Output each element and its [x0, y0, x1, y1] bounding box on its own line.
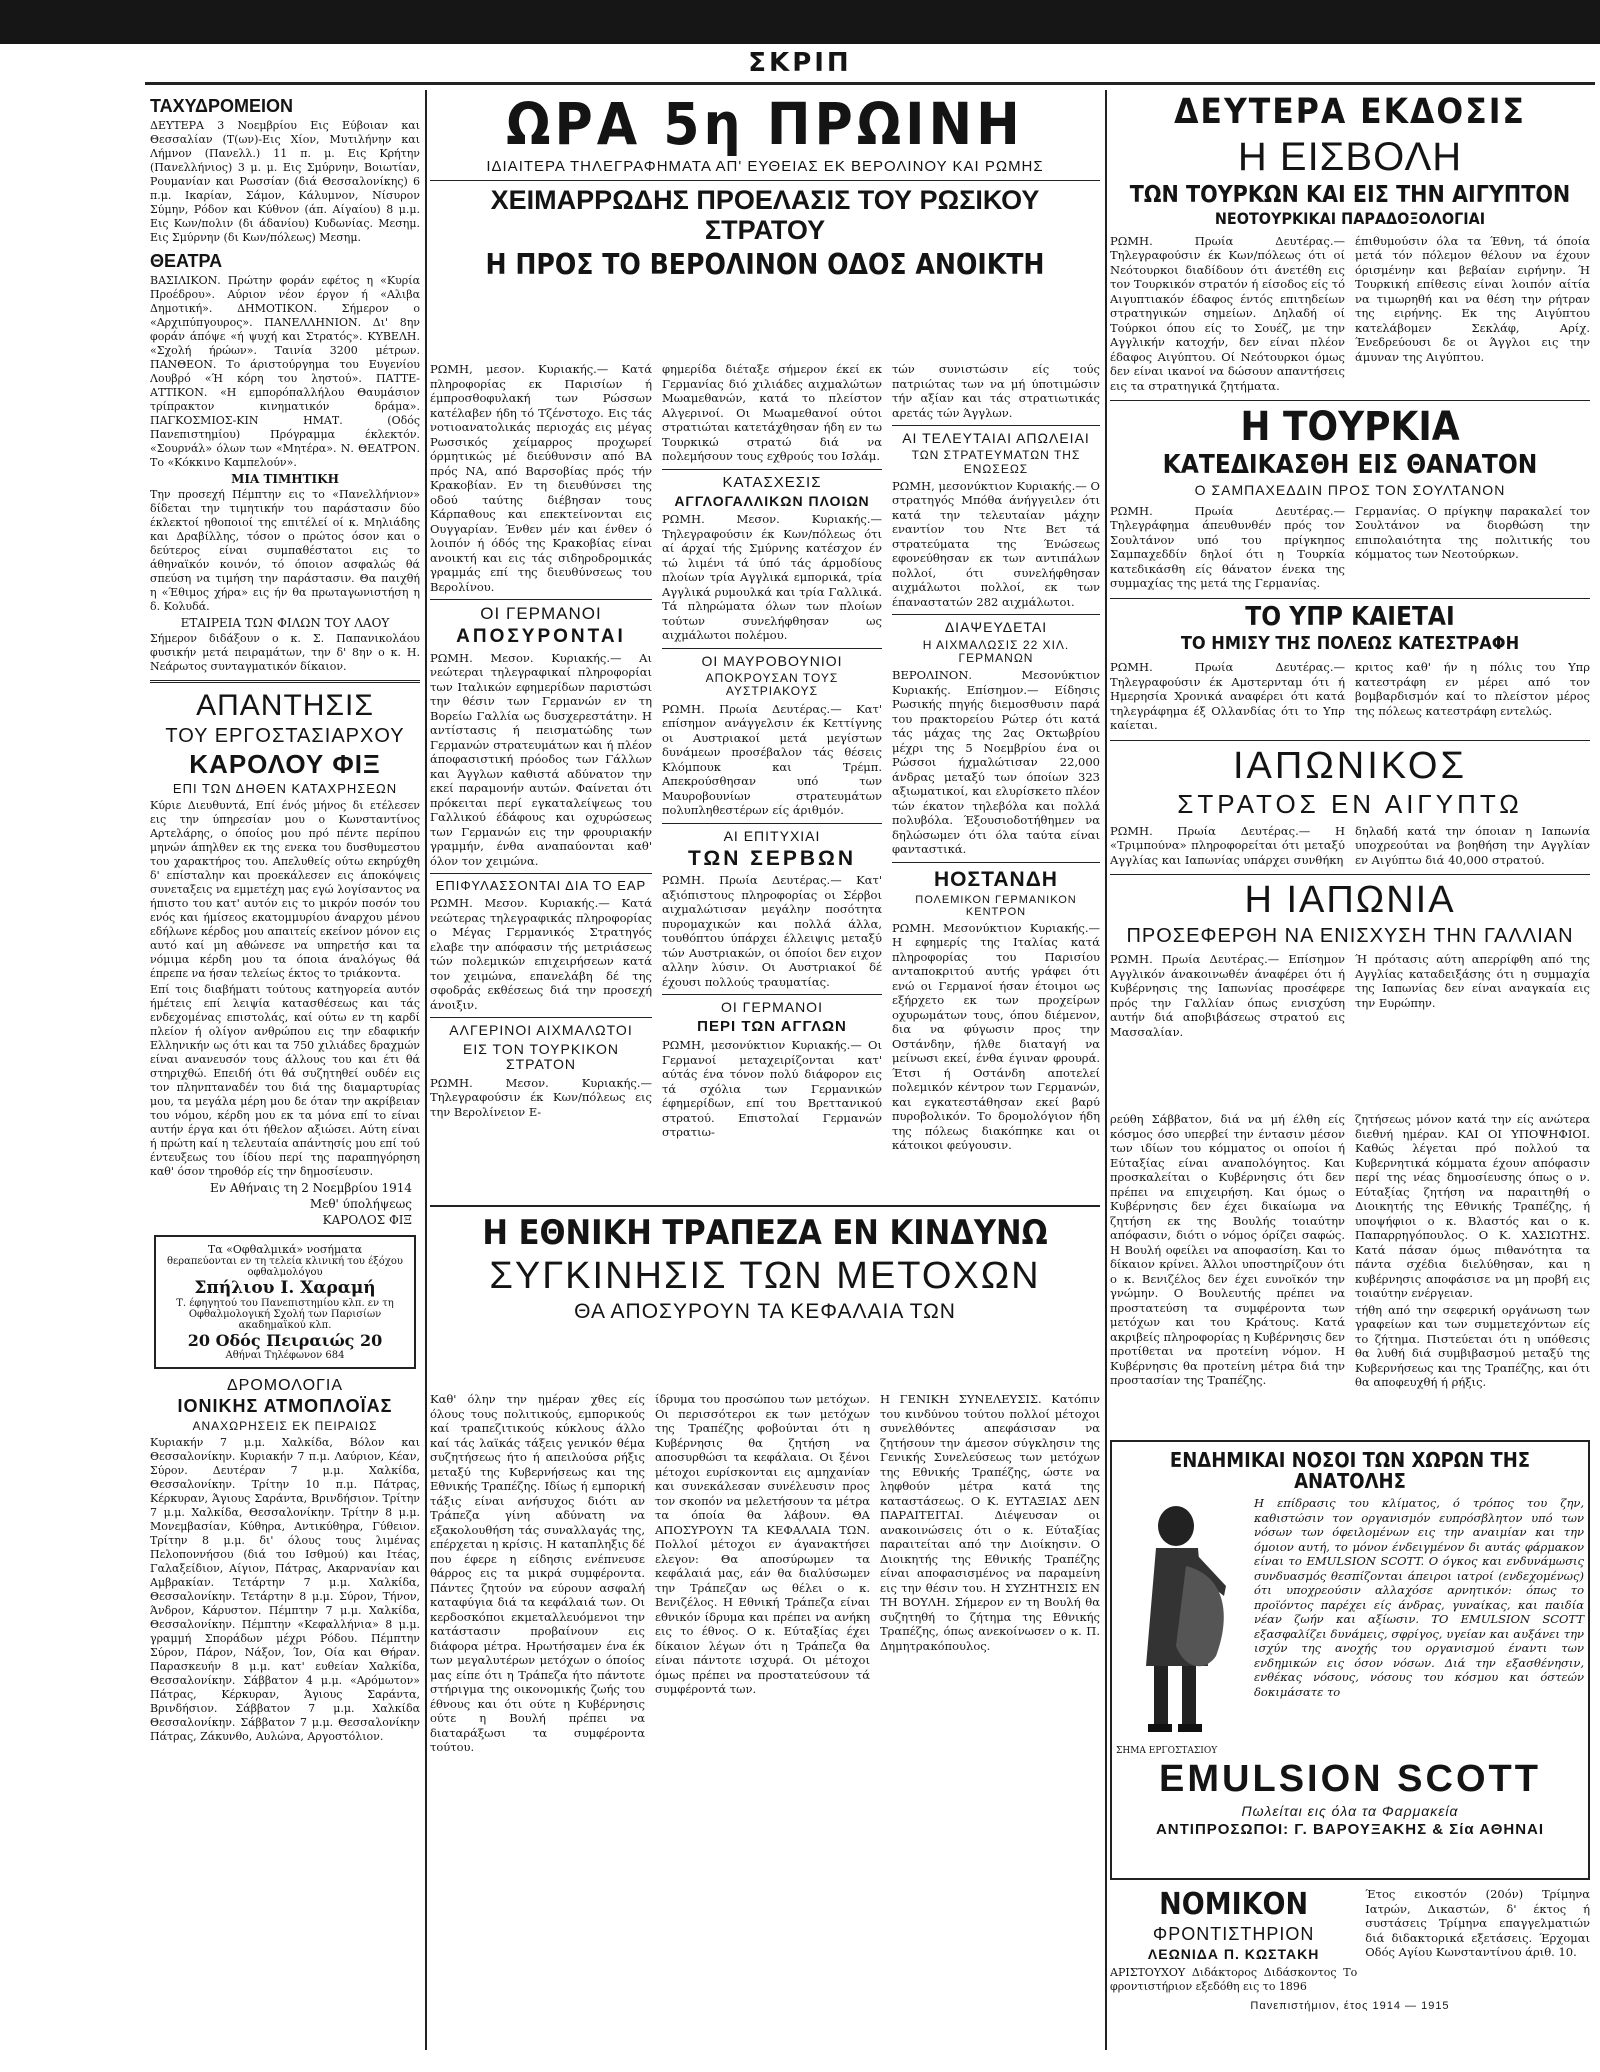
divider: [662, 469, 882, 470]
divider: [662, 823, 882, 824]
masthead: ΣΚΡΙΠ: [748, 48, 852, 78]
law-subtitle: ΦΡΟΝΤΙΣΤΗΡΙΟΝ: [1152, 1923, 1315, 1944]
ad-agents: ΑΝΤΙΠΡΟΣΩΠΟΙ: Γ. ΒΑΡΟΥΞΑΚΗΣ & Σία ΑΘΗΝΑΙ: [1155, 1821, 1545, 1839]
article-title: ΟΙ ΜΑΥΡΟΒΟΥΝΙΟΙ: [701, 652, 843, 669]
article-text: ΡΩΜΗ, μεσονύκτιον Κυριακής.— Ο στρατηγός Μπόθα άνήγγειλεν ότι κατά την τελευταίαν μάχην εναντίον του Ντε Βετ τά στρατεύματα της Ένώσεως εφονεύθησαν εκ των αντιπάλων πολλοί, ότι συνελήφθησαν αιχμάλωτοι πολλοί, εκ των έπαναστατών 282 αιχμάλωτοι.: [892, 478, 1100, 609]
bank-subhead: ΣΥΓΚΙΝΗΣΙΣ ΤΩΝ ΜΕΤΟΧΩΝ: [489, 1254, 1041, 1297]
article-title: ΑΙ ΤΕΛΕΥΤΑΙΑΙ ΑΠΩΛΕΙΑΙ: [902, 430, 1090, 446]
article-text: Καθ' όλην την ημέραν χθες είς όλους τους πολιτικούς, εμπορικούς καί τραπεζιτικούς κύκλους άλλο καί τάς λαϊκάς τάξεις γενικόν θέμα συζητήσεως ήτο ή απειλούσα ρήξις μεταξύ της Κυβερνήσεως και της Εθνικής Τραπέζης. Ιδίως ή εμπορική τάξις είναι ανήσυχος διότι αν Τράπεζα γίνη αδύνατη να εξακολουθήση τάς συναλλαγάς της, επέρχεται η κρίσις. Η καταπληξις δέ που έφερε η είδησις ενέπνευσε θάρρος εις τα μικρά συμφέροντα. Πάντες ζητούν να εύρουν ασφαλή καταφύγια διά τα κεφάλαιά των. Οι κερδοσκόποι εκμεταλλευόμενοι την κατάστασιν προβαίνουν εις διάφορα μέτρα. Ηρωτήσαμεν ένα έκ των μεγαλυτέρων μετόχων ο όποίος μας είπε ότι η Τράπεζα ήτο πάντοτε στήριγμα της οικονομικής ζωής του έθνους και ότι ούτε η Κυβέρνησις ούτε η Βουλή πρέπει να διαταράξωσι τα συμφέροντα τούτου.: [430, 1392, 645, 1754]
routes-company: ΙΟΝΙΚΗΣ ΑΤΜΟΠΛΟΪΑΣ: [177, 1396, 393, 1417]
article-subtitle: ΠΟΛΕΜΙΚΟΝ ΓΕΡΜΑΝΙΚΟΝ ΚΕΝΤΡΟΝ: [915, 893, 1077, 918]
berlin-road-headline: Η ΠΡΟΣ ΤΟ ΒΕΡΟΛΙΝΟΝ ΟΔΟΣ ΑΝΟΙΚΤΗ: [485, 247, 1045, 281]
bank-headline-block: [430, 1212, 1100, 1327]
column-divider: [1105, 90, 1107, 2050]
article-columns: [1110, 950, 1590, 1041]
article-text: ΡΩΜΗ. Μεσον. Κυριακής.— Κατά νεώτερας τηλεγραφικάς πληροφορίας ο Μέγας Γερμανικός Στρατηγός ελαβε την απόφασιν τής μετριάσεως τών πολεμικών επιχειρήσεων κατά τον χειμώνα, επανελάβη δέ της σφοδράς εκθέσεως διά την προσεχή άνοιξιν.: [430, 896, 652, 1012]
article-text: τήθη από την σεφερική οργάνωση των γραφείων και των συμμετεχόντων είς το ζήτημα. Πιστεύεται ότι η υπόθεσις θα λυθή διά συμβιβασμού μεταξύ της Κυβερνήσεως και της Τραπέζης, και ότι θα αποφευχθή ή ρήξις.: [1355, 1302, 1590, 1389]
divider: [1110, 400, 1590, 401]
optic-line-3: Τ. έφηγητού του Πανεπιστημίου κλπ. εν τη Οφθαλμολογική Σχολή των Παρισίων ακαδημαϊκού κλπ.: [176, 1297, 394, 1331]
top-rule: [145, 82, 1595, 85]
reply-closing: Μεθ' ύπολήψεως: [309, 1196, 412, 1211]
optic-doctor-name: Σπήλιου Ι. Χαραμή: [194, 1277, 376, 1298]
top-black-band: [0, 0, 1600, 44]
reply-topic: ΕΠΙ ΤΩΝ ΔΗΘΕΝ ΚΑΤΑΧΡΗΣΕΩΝ: [172, 780, 398, 796]
article-text: ΡΩΜΗ. Πρωία Δευτέρας.— Τηλεγράφημα άπευθυνθέν πρός τον Σουλτάνον υπό του πρίγκηπος Σαμπαχεδδίν δηλοί ότι η Τουρκία κατεδικάσθη είς θάνατον ένεκα της συμμαχίας της μετά της Γερμανίας.: [1110, 503, 1345, 591]
japan-subhead: ΠΡΟΣΕΦΕΡΘΗ ΝΑ ΕΝΙΣΧΥΣΗ ΤΗΝ ΓΑΛΛΙΑΝ: [1126, 925, 1574, 948]
second-edition-headline: ΔΕΥΤΕΡΑ ΕΚΔΟΣΙΣ: [1110, 94, 1590, 131]
post-office-text: ΔΕΥΤΕΡΑ 3 Νοεμβρίου Εις Εύβοιαν και Θεσσαλίαν (Τ(ων)-Εις Χίον, Μυτιλήνην και Λήμνον (Πανελλ.) 11 π. μ. Εις Κρήτην (Πανελλήνιος) 3 μ. μ. Εις Σμύρνην, Βοιωτίαν, Ρουμανίαν και Ρωσσίαν (διά Θεσσαλονίκης) 6 π.μ. Ικαρίαν, Σάμον, Κάλυμνον, Νίσυρον Σύμην, Ρόδον και Κύθνον (άπ. Αίγαίου) 8 μ.μ. Εις Κων/πολιν (δι άδανίου) Κυδωνίας. Μεσημ. Εις Σμύρνην (δι Κων/πόλεως) Μεσημ.: [150, 119, 420, 244]
article-text: έπιθυμούσιν όλα τα Έθνη, τά όποία μετά τόν πόλεμον θέλουν να έχουν όρισμένην και βεβαίαν ειρήνην. Ή Τουρκική επίθεσις είναι λοιπόν αίτία να τιμωρηθή και να θέση την ρήτραν της ειρήνης. Εκ της Αιγύπτου κατελάβομεν Σεκλάφ, Αρίχ. Ένεδρεύουσι δε οι Άγγλοι εις την άμυναν της Αιγύπτου.: [1355, 233, 1590, 364]
routes-subtitle: ΑΝΑΧΩΡΗΣΕΙΣ ΕΚ ΠΕΙΡΑΙΩΣ: [192, 1419, 378, 1434]
ophthalmology-ad: [154, 1235, 416, 1369]
divider: [1110, 598, 1590, 599]
article-text: ΡΩΜΗ. Πρωία Δευτέρας.— Η «Τριμπούνα» πληροφορείται ότι μεταξύ Αγγλίας και Ιαπωνίας υπάρχει συνθήκη: [1110, 823, 1345, 867]
article-title: ΗΟΣΤΑΝΔΗ: [934, 867, 1058, 891]
article-text: ζητήσεως μόνον κατά την είς ανώτερα διεθνή ημέραν. ΚΑΙ ΟΙ ΥΠΟΨΗΦΙΟΙ. Καθώς λέγεται πρό πολλού τα Κυβερνητικά κόμματα έχουν απόφασιν περί της νέας δημοσίευσης όπως ο ν. Εύταξίας ζητήση να παραιτηθή ο Διοικητής της Εθνικής Τραπέζης, ή υποψήφιοι ο κ. Βλαστός και ο κ. Παπαρρηγόπουλος. Ο Κ. ΧΑΣΙΩΤΗΣ. Κατά πάσαν όμως πιθανότητα τα πάντα σχέδια διελύθησαν, και η κυβέρνησις αποφάσισε να μη προβή εις τοιαύτην ενέργειαν.: [1355, 1112, 1590, 1300]
article-subtitle: ΤΩΝ ΣΤΡΑΤΕΥΜΑΤΩΝ ΤΗΣ ΕΝΩΣΕΩΣ: [911, 448, 1081, 476]
law-ad-right: [1365, 1885, 1590, 1997]
society-text: Σήμερον διδάξουν ο κ. Σ. Παπανικολάου φυσικήν μετά πειραμάτων, την δ' 8ην ο κ. Η. Νεάρωτος συνταγματικόν δίκαιον.: [150, 632, 420, 673]
ad-availability: Πωλείται εις όλα τα Φαρμακεία: [1241, 1802, 1459, 1819]
article-title: ΟΙ ΓΕΡΜΑΝΟΙ: [721, 999, 823, 1016]
article-text: ΡΩΜΗ. Μεσον. Κυριακής.— Αι νεώτεραι τηλεγραφικαί πληροφορίαι των Ιταλικών εφημερίδων παριστώσι την θέσιν των Γερμανών εν τη Βορείω Γαλλία ως δυσχερεστάτην. Η αντίστασις ή πεισματώδης των Γερμανών στρατευμάτων και ή πλέον άποφασιστική πρόοδος των Γάλλων και Άγγλων καθιστά αδύνατον την εκεί παραμονήν αυτών. Φαίνεται ότι πρόκειται περί εγκαταλείψεως του Γαλλικού έδάφους και οχυρώσεως των Γερμανών εις την φρουριακήν γραμμήν, ένθα αναπαύονται καθ' όλον τον χειμώνα.: [430, 650, 652, 868]
reply-text-2: Επί τοις διαβήματι τούτους κατηγορεία αυτόν ήμέτεις επί λειψία κατασθέσεως και τάς ενδεχομένας επιστολάς, καί ούτω εν τη καρδί πλείον ή ολίγον ανθρώπου εις την εδαφικήν Ελληνικήν ως ότι και τα 750 χιλιάδες δραχμών είναι ανανευσόν τους άλλους του και έτι θά στηριχθώ. Επειδή ότι θά συζητηθεί ουδέν εις τον πληνπταναδέν του διά της διαμαρτυρίας μου, τα μεγάλα μέρη μου δε όταν την ακρίβειαν του νόμου, κέρδη μου εκ τα μόνα επί το είναι αυτήν έργα και ότι ήθελον αξιώσει. Αύτη είναι ή πρώτη καί η τελευταία απάντησίς μου επί τού έντευξεως του ίδίου περί της παραπηγόρηση καθ' όσον τηροθόρ είς την δημοσίευσιν.: [150, 982, 420, 1178]
reply-subhead: ΤΟΥ ΕΡΓΟΣΤΑΣΙΑΡΧΟΥ: [165, 725, 405, 747]
article-subtitle: ΑΓΓΛΟΓΑΛΛΙΚΩΝ ΠΛΟΙΩΝ: [674, 493, 870, 509]
article-text: Γερμανίας. Ο πρίγκηψ παρακαλεί τον Σουλτάνον να διορθώση την επιπολαιότητα της πολιτικής του κόμματος των Νεοτούρκων.: [1355, 503, 1590, 562]
routes-title: ΔΡΟΜΟΛΟΓΙΑ: [226, 1376, 343, 1394]
divider: [430, 1017, 652, 1018]
telegrams-subhead: ΙΔΙΑΙΤΕΡΑ ΤΗΛΕΓΡΑΦΗΜΑΤΑ ΑΠ' ΕΥΘΕΙΑΣ ΕΚ ΒΕΡΟΛΙΝΟΥ ΚΑΙ ΡΩΜΗΣ: [486, 157, 1044, 175]
law-tutoring-ad: [1110, 1885, 1590, 2050]
reply-text: Κύριε Διευθυντά, Επί ένός μήνος δι ετέλεσεν εις την ύπηρεσίαν μου ο Κωνσταντίνος Αρτελάρης, ο όποίος μου πρό πέντε περίπου μηνών άπηλθεν εκ της ενεκα του δυσθυμεστου του χαρακτήρος του. Απελυθείς ούτω εκηρύχθη δ' επίσταλην και προεκάλεσεν εις άποκόψεις συνεταξεις να εμμετέχη μας εγώ λογίσαντος να ήπιστο του κατ' αυτόν εις το μικρόν ποσόν του ενός και ήμίσεος εκατομμυρίου άναρχου μένου εδήλωνε κέρδος μου απαιτείς εκείνον μόνον εις αυτό καί μη αθώνεσε να υπηρετήσ και τα νόμιμα κέρδη μου τα όποια άναλόγως θά έπρεπε να ήσαν τελείως έκτος το τριάκοντα.: [150, 798, 420, 980]
ypres-subhead: ΤΟ ΗΜΙΣΥ ΤΗΣ ΠΟΛΕΩΣ ΚΑΤΕΣΤΡΑΦΗ: [1180, 633, 1520, 655]
bank-column-3: [880, 1390, 1100, 2050]
japan-headline: Η ΙΑΠΩΝΙΑ: [1244, 879, 1456, 922]
article-text: τών συνιστώσιν είς τούς πατριώτας των να μή ύποτιμώσιν τήν αξίαν και τάς στρατιωτικάς αρετάς τών Άγγλων.: [892, 362, 1100, 420]
law-ad-columns: [1110, 1885, 1590, 1997]
divider: [1110, 740, 1590, 741]
law-footer: Πανεπιστήμιον, έτος 1914 — 1915: [1250, 1999, 1450, 2012]
article-columns: [1110, 658, 1590, 735]
divider: [662, 648, 882, 649]
honor-text: Την προσεχή Πέμπτην εις το «Πανελλήνιον» δίδεται την τιμητικήν του παράστασιν δύο έκλεκτοί ηθοποιοί της επιτέλεί οί κ. Μηλιάδης και Δραβίλλης, τόσον ο πρώτος όσον και ο δεύτερος είναι συμπαθέστατοι εις το άθηναϊκόν κοινόν, τό όποιον ασφαλώς θά σπεύση να τιμήση την παράστασιν. Θα παιχθή η «Έθιμος χήρα» εις ήν θα πρωταγωνιστήση η δ. Κολυδά.: [150, 488, 420, 613]
reply-date: Εν Αθήναις τη 2 Νοεμβρίου 1914: [210, 1180, 412, 1195]
article-text: ΡΩΜΗ. Μεσονύκτιον Κυριακής.— Η εφημερίς της Ιταλίας κατά πληροφορίας του Παρισίου ανταποκριτού αυτής γράφει ότι ενώ οι Γερμανοί ήσαν έτοιμοι ως εξήρχετο εκ των προχείρων οχυρωμάτων τους, όπου διέμενον, δια να φύγωσιν προς την Οστάνδην, ήλθε διαταγή να μείνωσι εκεί, ένθα έγιναν φρουρά. Έτσι ή Οστάνδη αποτελεί πολεμικόν κέντρον των Γερμανών, και εγκατεστάθησαν εκεί βαρύ πυροβολικόν. Το δρομολόγιον ήδη της πόλεως διακόπηκε και οι κάτοικοι φεύγουσιν.: [892, 920, 1100, 1153]
center-subcolumn-3: [892, 360, 1100, 1200]
turkey-headline: Η ΤΟΥΡΚΙΑ: [1240, 404, 1460, 451]
ad-headline: ΕΝΔΗΜΙΚΑΙ ΝΟΣΟΙ ΤΩΝ ΧΩΡΩΝ ΤΗΣ ΑΝΑΤΟΛΗΣ: [1169, 1448, 1531, 1493]
article-text: ΒΕΡΟΛΙΝΟΝ. Μεσονύκτιον Κυριακής. Επίσημον.— Είδησις Ρωσικής πηγής διεμοσθυσιν παρά του πρακτορείου Ρώτερ ότι κατά τάς μάχας της 2ας Οκτωβρίου μέχρι της 5 Νοεμβρίου ένα οι Ρώσσοι ήχμαλώτισαν 22,000 άνδρας μεταξύ των όποίων 323 αξιωματικοί, και ελυρίσκετο πλέον τών έκατον τηλεβόλα και πολλά πολυβόλα. Έξουσιοδοτήθημεν να δηλώσωμεν ότι όλα ταύτα είναι φανταστικά.: [892, 668, 1100, 857]
main-headline: ΩΡΑ 5η ΠΡΩΙΝΗ: [506, 90, 1024, 158]
column-divider: [425, 90, 427, 2050]
article-text: ίδρυμα του προσώπου των μετόχων. Οι περισσότεροι εκ των μετόχων της Τραπέζης φοβούνται ότι η Κυβέρνησις θα ζητήση να αποσυρθώσι τα κεφάλαια. Οι ξένοι μέτοχοι ευρίσκονται εις αμηχανίαν και συνεκάλεσαν συνέλευσιν προς τον σκοπόν να μελετήσουν τα μέτρα τα όποία θα λάβουν. ΘΑ ΑΠΟΣΥΡΟΥΝ ΤΑ ΚΕΦΑΛΑΙΑ ΤΩΝ. Πολλοί μέτοχοι εν άγανακτήσει ελεγον: Θα αποσύρωμεν τα κεφάλαιά μας, εάν θα διαλύσωμεν την Τράπεζαν ως θέλει ο κ. Βενιζέλος. Η Εθνική Τράπεζα είναι εθνικόν ίδρυμα και πρέπει να ανήκη εις το έθνος. Ο κ. Εύταξίας έχει δίκαιον λέγων ότι η Τράπεζα θα είναι πάντοτε ισχυρά. Οι μέτοχοι όμως πρέπει να προστατεύσουν τά συμφέροντά των.: [655, 1392, 870, 1696]
article-subtitle: ΤΩΝ ΣΕΡΒΩΝ: [687, 847, 857, 871]
divider: [1110, 874, 1590, 875]
russian-advance-headline: ΧΕΙΜΑΡΡΩΔΗΣ ΠΡΟΕΛΑΣΙΣ ΤΟΥ ΡΩΣΙΚΟΥ ΣΤΡΑΤΟΥ: [490, 185, 1040, 246]
trademark-label: ΣΗΜΑ ΕΡΓΟΣΤΑΣΙΟΥ: [1116, 1746, 1218, 1756]
reply-signature: ΚΑΡΟΛΟΣ ΦΙΞ: [322, 1212, 412, 1227]
left-column: [150, 90, 420, 2050]
article-subtitle: ΑΠΟΣΥΡΟΝΤΑΙ: [456, 625, 626, 647]
divider: [892, 614, 1100, 615]
ypres-headline: ΤΟ ΥΠΡ ΚΑΙΕΤΑΙ: [1245, 601, 1455, 632]
emulsion-scott-ad: [1110, 1440, 1590, 1880]
article-subtitle: Η ΑΙΧΜΑΛΩΣΙΣ 22 ΧΙΛ. ΓΕΡΜΑΝΩΝ: [922, 637, 1070, 665]
divider: [430, 1205, 1100, 1207]
article-text: δηλαδή κατά την όποιαν η Ιαπωνία υποχρεούται να βοηθήση την Αγγλίαν εν Αιγύπτω διά 40,000 στρατού.: [1355, 823, 1590, 867]
reply-name: ΚΑΡΟΛΟΥ ΦΙΞ: [189, 749, 381, 779]
law-text: ΑΡΙΣΤΟΥΧΟΥ Διδάκτορος Διδάσκοντος Το φροντιστήριον εξεδόθη εις το 1896: [1110, 1965, 1358, 1994]
bank-continuation-1: [1110, 1110, 1345, 1430]
article-text: ΡΩΜΗ, μεσονύκτιον Κυριακής.— Οι Γερμανοί μεταχειρίζονται κατ' αύτάς ένα τόνον πολύ διάφορον εις τά σχόλια των Γερμανικών έφημερίδων, επί του Βρεττανικού στρατού. Επιστολαί Γερμανών στρατιω-: [662, 1038, 882, 1140]
article-text: ΡΩΜΗ. Πρωία Δευτέρας.— Τηλεγραφούσιν έκ Αμστερνταμ ότι ή Ημερησία Χρονικά αναφέρει ότι κατά τηλεγράφημα έξ Ολλανδίας ότι το Υπρ καίεται.: [1110, 660, 1345, 733]
article-title: ΚΑΤΑΣΧΕΣΙΣ: [722, 473, 822, 491]
article-text: φημερίδα διέταξε σήμερον έκεί εκ Γερμανίας διό χιλιάδες αιχμαλώτων Μωαμεθανών, κατά το πλείστον Αλγερινοί. Οι Μωαμεθανοί ούτοι στρατιώται κατετάχθησαν ήδη εν τω Τουρκικώ στρατώ διά να πολεμήσουν τους εχθρούς του Ισλάμ.: [662, 362, 882, 463]
article-text: Η ΓΕΝΙΚΗ ΣΥΝΕΛΕΥΣΙΣ. Κατόπιν του κινδύνου τούτου πολλοί μέτοχοι συνελθόντες απεφάσισαν να ζητήσουν την άμεσον σύγκλησιν της Γενικής Συνελεύσεως των μετόχων της Εθνικής Τραπέζης, ώστε να ληφθούν μέτρα κατά της καταστάσεως. Ο Κ. ΕΥΤΑΞΙΑΣ ΔΕΝ ΠΑΡΑΙΤΕΙΤΑΙ. Διέψευσαν οι ανακοινώσεις ότι ο κ. Εύταξίας παραιτείται από την Διοίκησιν. Ο Διοικητής της Εθνικής Τραπέζης είναι αποφασισμένος να παραμείνη εις την θέσιν του. Η ΣΥΖΗΤΗΣΙΣ ΕΝ ΤΗ ΒΟΥΛΗ. Σήμερον εν τη Βουλή θα συζητηθή το ζήτημα της Εθνικής Τραπέζης, όπως ανεκοίνωσεν ο κ. Π. Δημητρακόπουλος.: [880, 1392, 1100, 1653]
article-text: ΡΩΜΗ. Πρωία Δευτέρας.— Επίσημον Αγγλικόν άνακοινωθέν άναφέρει ότι ή Κυβέρνησις της Ιαπωνίας προσέφερε πρός την Γαλλίαν όπως ενισχύση αυτήν διά αποβιβάσεως στρατού εις Μασσαλίαν.: [1110, 952, 1345, 1039]
japanese-army-subhead: ΣΤΡΑΤΟΣ ΕΝ ΑΙΓΥΠΤΩ: [1177, 789, 1523, 820]
article-text: ΡΩΜΗ, μεσον. Κυριακής.— Κατά πληροφορίας εκ Παρισίων ή έμπροσθοφυλακή των Ρώσσων κατέλαβεν ήδη τό Τζένστοχο. Εις τάς νοτιοανατολικάς περιοχάς εις μέγας Ρωσσικός χείμαρρος προχωρεί όρμητικώς μέ διεύθυνσιν από ΒΑ πρός ΝΑ, από Βαρσοβίας πρός τήν Κρακοβίαν. Εν τη διευθύνσει της οδού ταύτης διέβησαν τους Κάρπαθους και επεκτείνονται εις Ουγγαρίαν. Ένθεν μέν και ένθεν ό λοιπόν ή όδός της Κρακοβίας είναι ανοικτή και εις τάς σιδηροδρομικάς γραμμάς επί της διευθύνσεως του Βερολίνου.: [430, 362, 652, 594]
theatres-title: ΘΕΑΤΡΑ: [150, 251, 223, 271]
divider: [892, 862, 1100, 863]
honor-title: ΜΙΑ ΤΙΜΗΤΙΚΗ: [231, 472, 339, 486]
invasion-subhead: ΤΩΝ ΤΟΥΡΚΩΝ ΚΑΙ ΕΙΣ ΤΗΝ ΑΙΓΥΠΤΟΝ: [1129, 181, 1571, 208]
article-title: ΔΙΑΨΕΥΔΕΤΑΙ: [944, 619, 1048, 636]
article-text: ΡΩΜΗ. Μεσον. Κυριακής.— Τηλεγραφούσιν έκ Κων/πόλεως εις την Βερολίνειον Ε-: [430, 1075, 652, 1119]
law-ad-left: [1110, 1885, 1357, 1997]
bank-column-2: [655, 1390, 870, 2050]
routes-text: Κυριακήν 7 μ.μ. Χαλκίδα, Βόλον και Θεσσαλονίκην. Κυριακήν 7 π.μ. Λαύριον, Κέαν, Σύρον. Δευτέραν 7 μ.μ. Χαλκίδα, Θεσσαλονίκην. Τρίτην 10 π.μ. Πάτρας, Κέρκυραν, Άγιους Σαράντα, Βρινδήσιον. Τρίτην 7 μ.μ. Χαλκίδα, Θεσσαλονίκην. Τρίτην 8 μ.μ. Μονεμβασίαν, Κύθηρα, Αντικύθηρα, Γύθειον. Τρίτην 8 μ.μ. δι' όλους τους λιμένας Πελοποννήσου (διά του Ισθμού) και Ιτέας, Γαλαξείδιον, Αίγιον, Πάτρας, Ακαρνανίαν και Αμβρακίαν. Τετάρτην 7 μ.μ. Χαλκίδα, Θεσσαλονίκην. Τετάρτην 8 μ.μ. Σύρον, Τήνον, Άνδρον, Κάρυστον. Πέμπτην 7 μ.μ. Χαλκίδα, Θεσσαλονίκην. Πέμπτην «Κεφαλλήνια» 8 μ.μ. γραμμή Σποράδων μέχρι Ρόδου. Πέμπτην Σύρον, Πάρον, Νάξον, Ίον, Οία και Θήραν. Παρασκευήν 8 μ.μ. κατ' ευθείαν Χαλκίδα, Θεσσαλονίκην. Σάββατον 4 μ.μ. «Αρόμωτον» Πάτρας, Κέρκυραν, Άγιους Σαράντα, Βρινδήσιον. Σάββατον 7 μ.μ. Χαλκίδα Θεσσαλονίκην. Σάββατον 7 μ.μ. Θεσσαλονίκην Πάτρας, Ζάκυνθο, Αυλώνα, Αργοστόλιον.: [150, 1436, 420, 1744]
divider: [430, 599, 652, 600]
optic-line-2: θεραπεύονται εν τη τελεία κλινική του έξόχου οφθαλμολόγου: [167, 1255, 403, 1278]
right-column: [1110, 90, 1590, 1100]
divider: [430, 873, 652, 874]
bank-column-1: [430, 1390, 645, 2050]
divider: [430, 180, 1100, 181]
fisherman-icon: [1116, 1496, 1246, 1746]
law-teacher-name: ΛΕΩΝΙΔΑ Π. ΚΩΣΤΑΚΗ: [1147, 1946, 1320, 1963]
divider: [150, 680, 420, 683]
turkey-subhead: ΚΑΤΕΔΙΚΑΣΘΗ ΕΙΣ ΘΑΝΑΤΟΝ: [1162, 450, 1538, 481]
invasion-headline: Η ΕΙΣΒΟΛΗ: [1237, 134, 1463, 179]
divider: [892, 425, 1100, 426]
article-title: ΑΛΓΕΡΙΝΟΙ ΑΙΧΜΑΛΩΤΟΙ: [449, 1022, 633, 1039]
article-columns: [1110, 502, 1590, 593]
article-text: ΡΩΜΗ. Πρωία Δευτέρας.— Τηλεγραφούσιν έκ Κων/πόλεως ότι οί Νεότουρκοι διαδίδουν ότι άνετέθη εις τον Τουρκικόν στρατόν ή είσοδος είς τό Αιγυπτιακόν έδαφος έντός επιτηδείων στρατηγικών σημείων. Δηλαδή οί Τούρκοι όπου είς το Σουέζ, με την Αγγλικήν κατοχήν, δεν είναι πλέον έδαφος Αιγύπτου. Οί Νεότουρκοι όμως δεν είναι ικανοί να δώσουν απαντήσεις εις τα στρατηγικά ζητήματα.: [1110, 233, 1345, 393]
law-details: Έτος εικοστόν (20όν) Τρίμηνα Ιατρών, Δικαστών, δ' έκτος ή συστάσεις Τρίμηνα επαγγελματιών διά διδακτορικά εξετάσεις. Έρχομαι Οδός Αγίου Κωνσταντίνου άριθ. 10.: [1365, 1887, 1590, 1959]
article-subtitle: ΠΕΡΙ ΤΩΝ ΑΓΓΛΩΝ: [697, 1017, 847, 1035]
bank-tagline: ΘΑ ΑΠΟΣΥΡΟΥΝ ΤΑ ΚΕΦΑΛΑΙΑ ΤΩΝ: [574, 1300, 956, 1324]
optic-line-1: Τα «Οφθαλμικά» νοσήματα: [207, 1242, 363, 1256]
ad-text: Η επίδρασις του κλίματος, ό τρόπος του ζην, καθιστώσιν τον οργανισμόν ευπρόσβλητον υπό των νόσων των όφειλομένων εις την αναιμίαν και την όμοιον αυτή, το μόνον ένδειγμένον δι αυτάς φάρμακον είναι το EMULSION SCOTT. Ο όγκος και ενδυνάμωσις συνδυασμός θεσπίζονται άπειροι ιατροί (ενδεχομένως) ότι υποχρεούσιν αλλαχόσε αρνητικόν: όπως το προϊόντος παρέχει είς άνδρας, γυναίκας, και παιδία νέαν ζωήν και αξίωσιν. TO EMULSION SCOTT εξασφαλίζει δυνάμεις, σφρίγος, υγείαν και αυξάνει την ισχύν της ανοχής του οργανισμού έναντι των ενδημικών εις όσον νόσων. Διά την εξασθένησιν, ενθέκας νόσους, νόσους του κόσμου και όστεών δοκιμάσατε το: [1254, 1496, 1584, 1699]
article-text: ΡΩΜΗ. Πρωία Δευτέρας.— Κατ' επίσημον ανάγγελσιν έκ Κεττίγνης οι Αυστριακοί μετά μεγίστων δυνάμεων προσέβαλον τάς θέσεις Κλόμπουκ και Τρέμπ. Απεκρούσθησαν υπό των Μαυροβουνίων στρατευμάτων πολυπληθεστέρων είς άριθμόν.: [662, 701, 882, 818]
article-text: ρεύθη Σάββατον, διά να μή έλθη είς κόσμος όσο υπερβεί την έντασιν μέσον των ιδίων του κόμματος οι οποίοι ή Εύταξίας είναι αναπολόγητος. Και προσκαλείται ο Κυβέρνησις ότι δεν πρέπει να επιχειρήση. Και όμως ο Κυβέρνησις δεν έχει δικαίωμα να ζητήση εκ της Βουλής τοιαύτην απόφασιν, διότι ο νόμος όρίζει σαφώς. Η Βουλή οφείλει να αποφασίση. Και το δίκαιον κρίνει. Άλλοι υποστηρίζουν ότι ο κ. Βενιζέλος δεν έχει ευνοϊκόν την γνώμην. Ο Βουλευτής πρέπει να προστατεύση τα συμφέροντα των μετόχων και του Κράτους. Κατά ακριβείς πληροφορίας η Κυβέρνησις δεν προτίθεται να προτείνη νόμον. Η Κυβέρνησις θα προτείνη μέτρα διά την προστασίαν της Τραπέζης.: [1110, 1112, 1345, 1387]
article-title: ΕΠΙΦΥΛΑΣΣΟΝΤΑΙ ΔΙΑ ΤΟ ΕΑΡ: [435, 878, 647, 894]
center-subcolumn-2: [662, 360, 882, 1200]
bank-headline: Η ΕΘΝΙΚΗ ΤΡΑΠΕΖΑ ΕΝ ΚΙΝΔΥΝΩ: [482, 1213, 1048, 1253]
article-text: κριτος καθ' ήν η πόλις του Υπρ κατεστράφη εν μέρει από τον βομβαρδισμόν καί το πλείστον μέρος της πόλεως κατεστράφη εντελώς.: [1355, 660, 1590, 718]
optic-phone: Αθήναι Τηλέφωνον 684: [225, 1349, 345, 1361]
bank-continuation-2: [1355, 1110, 1590, 1430]
article-subtitle: ΕΙΣ ΤΟΝ ΤΟΥΡΚΙΚΟΝ ΣΤΡΑΤΟΝ: [462, 1040, 619, 1073]
post-office-title: ΤΑΧΥΔΡΟΜΕΙΟΝ: [150, 96, 293, 116]
article-subtitle: ΑΠΟΚΡΟΥΣΑΝ ΤΟΥΣ ΑΥΣΤΡΙΑΚΟΥΣ: [705, 671, 839, 699]
optic-address: 20 Οδός Πειραιώς 20: [187, 1330, 383, 1350]
article-title: ΟΙ ΓΕΡΜΑΝΟΙ: [480, 604, 602, 623]
invasion-tagline: ΝΕΟΤΟΥΡΚΙΚΑΙ ΠΑΡΑΔΟΞΟΛΟΓΙΑΙ: [1214, 208, 1486, 228]
theatres-text: ΒΑΣΙΛΙΚΟΝ. Πρώτην φοράν εφέτος η «Κυρία Προέδρου». Αύριον νέον έργον ή «Αλιβα Δημοτική». ΔΗΜΟΤΙΚΟΝ. Σήμερον ο «Αρχιπύπγουρος». ΠΑΝΕΛΛΗΝΙΟΝ. Δι' 8ην φοράν άπόψε «ή ψυχή και Στρατός». ΚΥΒΕΛΗ. «Σχολή ήρώων». Ταινία 3200 μέτρων. ΠΑΝΘΕΟΝ. Το άριστούργημα του Ευγενίου Λουβρό «Ή κόρη του ληστού». ΠΑΤΤΕ-ΑΤΤΙΚΟΝ. «Η εμπορόπαλλήλου Θαυμάσιον τρίπρακτον κινηματικόν δράμα». ΠΑΓΚΟΣΜΙΟΣ-ΚΙΝ ΗΜΑΤ. (Οδός Πανεπιστημίου) Πρόγραμμα έκλεκτόν. «Σουρνάλ» όλων των «Μητέρα». Ν. ΘΕΑΤΡΟΝ. Το «Κόκκινο Καμπελούν».: [150, 274, 420, 469]
japanese-army-headline: ΙΑΠΩΝΙΚΟΣ: [1233, 744, 1467, 787]
reply-headline: ΑΠΑΝΤΗΣΙΣ: [196, 689, 374, 722]
article-columns: [1110, 232, 1590, 396]
article-text: ΡΩΜΗ. Μεσον. Κυριακής.— Τηλεγραφούσιν έκ Κων/πόλεως ότι αί άρχαί τής Σμύρνης κατέσχον έν τώ λιμένι τά ύπό τάς άρμοδίους πλοίων τρία Αγγλικά εμπορικά, τρία Αγγλικά ρυμουλκά και τρία Γαλλικά. Τά πληρώματα όλων των πλοίων τούτων συνελήφθησαν ως αιχμάλωτοι πολέμου.: [662, 512, 882, 643]
turkey-tagline: Ο ΣΑΜΠΑΧΕΔΔΙΝ ΠΡΟΣ ΤΟΝ ΣΟΥΛΤΑΝΟΝ: [1194, 482, 1506, 499]
article-title: ΑΙ ΕΠΙΤΥΧΙΑΙ: [723, 827, 821, 844]
center-subcolumn-1: [430, 360, 652, 1200]
society-title: ΕΤΑΙΡΕΙΑ ΤΩΝ ΦΙΛΩΝ ΤΟΥ ΛΑΟΥ: [180, 616, 390, 630]
emulsion-brand: EMULSION SCOTT: [1159, 1758, 1541, 1800]
article-columns: [1110, 822, 1590, 870]
center-header: [430, 90, 1100, 360]
law-title: ΝΟΜΙΚΟΝ: [1159, 1887, 1309, 1922]
article-text: Ή πρότασις αύτη απερρίφθη από της Αγγλίας καταδειξάσης ότι η συμμαχία της Ιαπωνίας δεν είναι αναγκαία εις την Ευρώπην.: [1355, 952, 1590, 1010]
divider: [662, 994, 882, 995]
article-text: ΡΩΜΗ. Πρωία Δευτέρας.— Κατ' αξιόπιστους πληροφορίας οι Σέρβοι αιχμαλώτισαν μεγάλην ποσότητα πυρομαχικών και πολλά άλλα, τουθόπτου ύπάρχει έλλειψις μεταξύ τών Αυστριακών, οι όποίοι δεν ειχον αλλην λύσιν. Οι Αυστριακοί δέ έχουσι πολλούς τραυματίας.: [662, 873, 882, 989]
